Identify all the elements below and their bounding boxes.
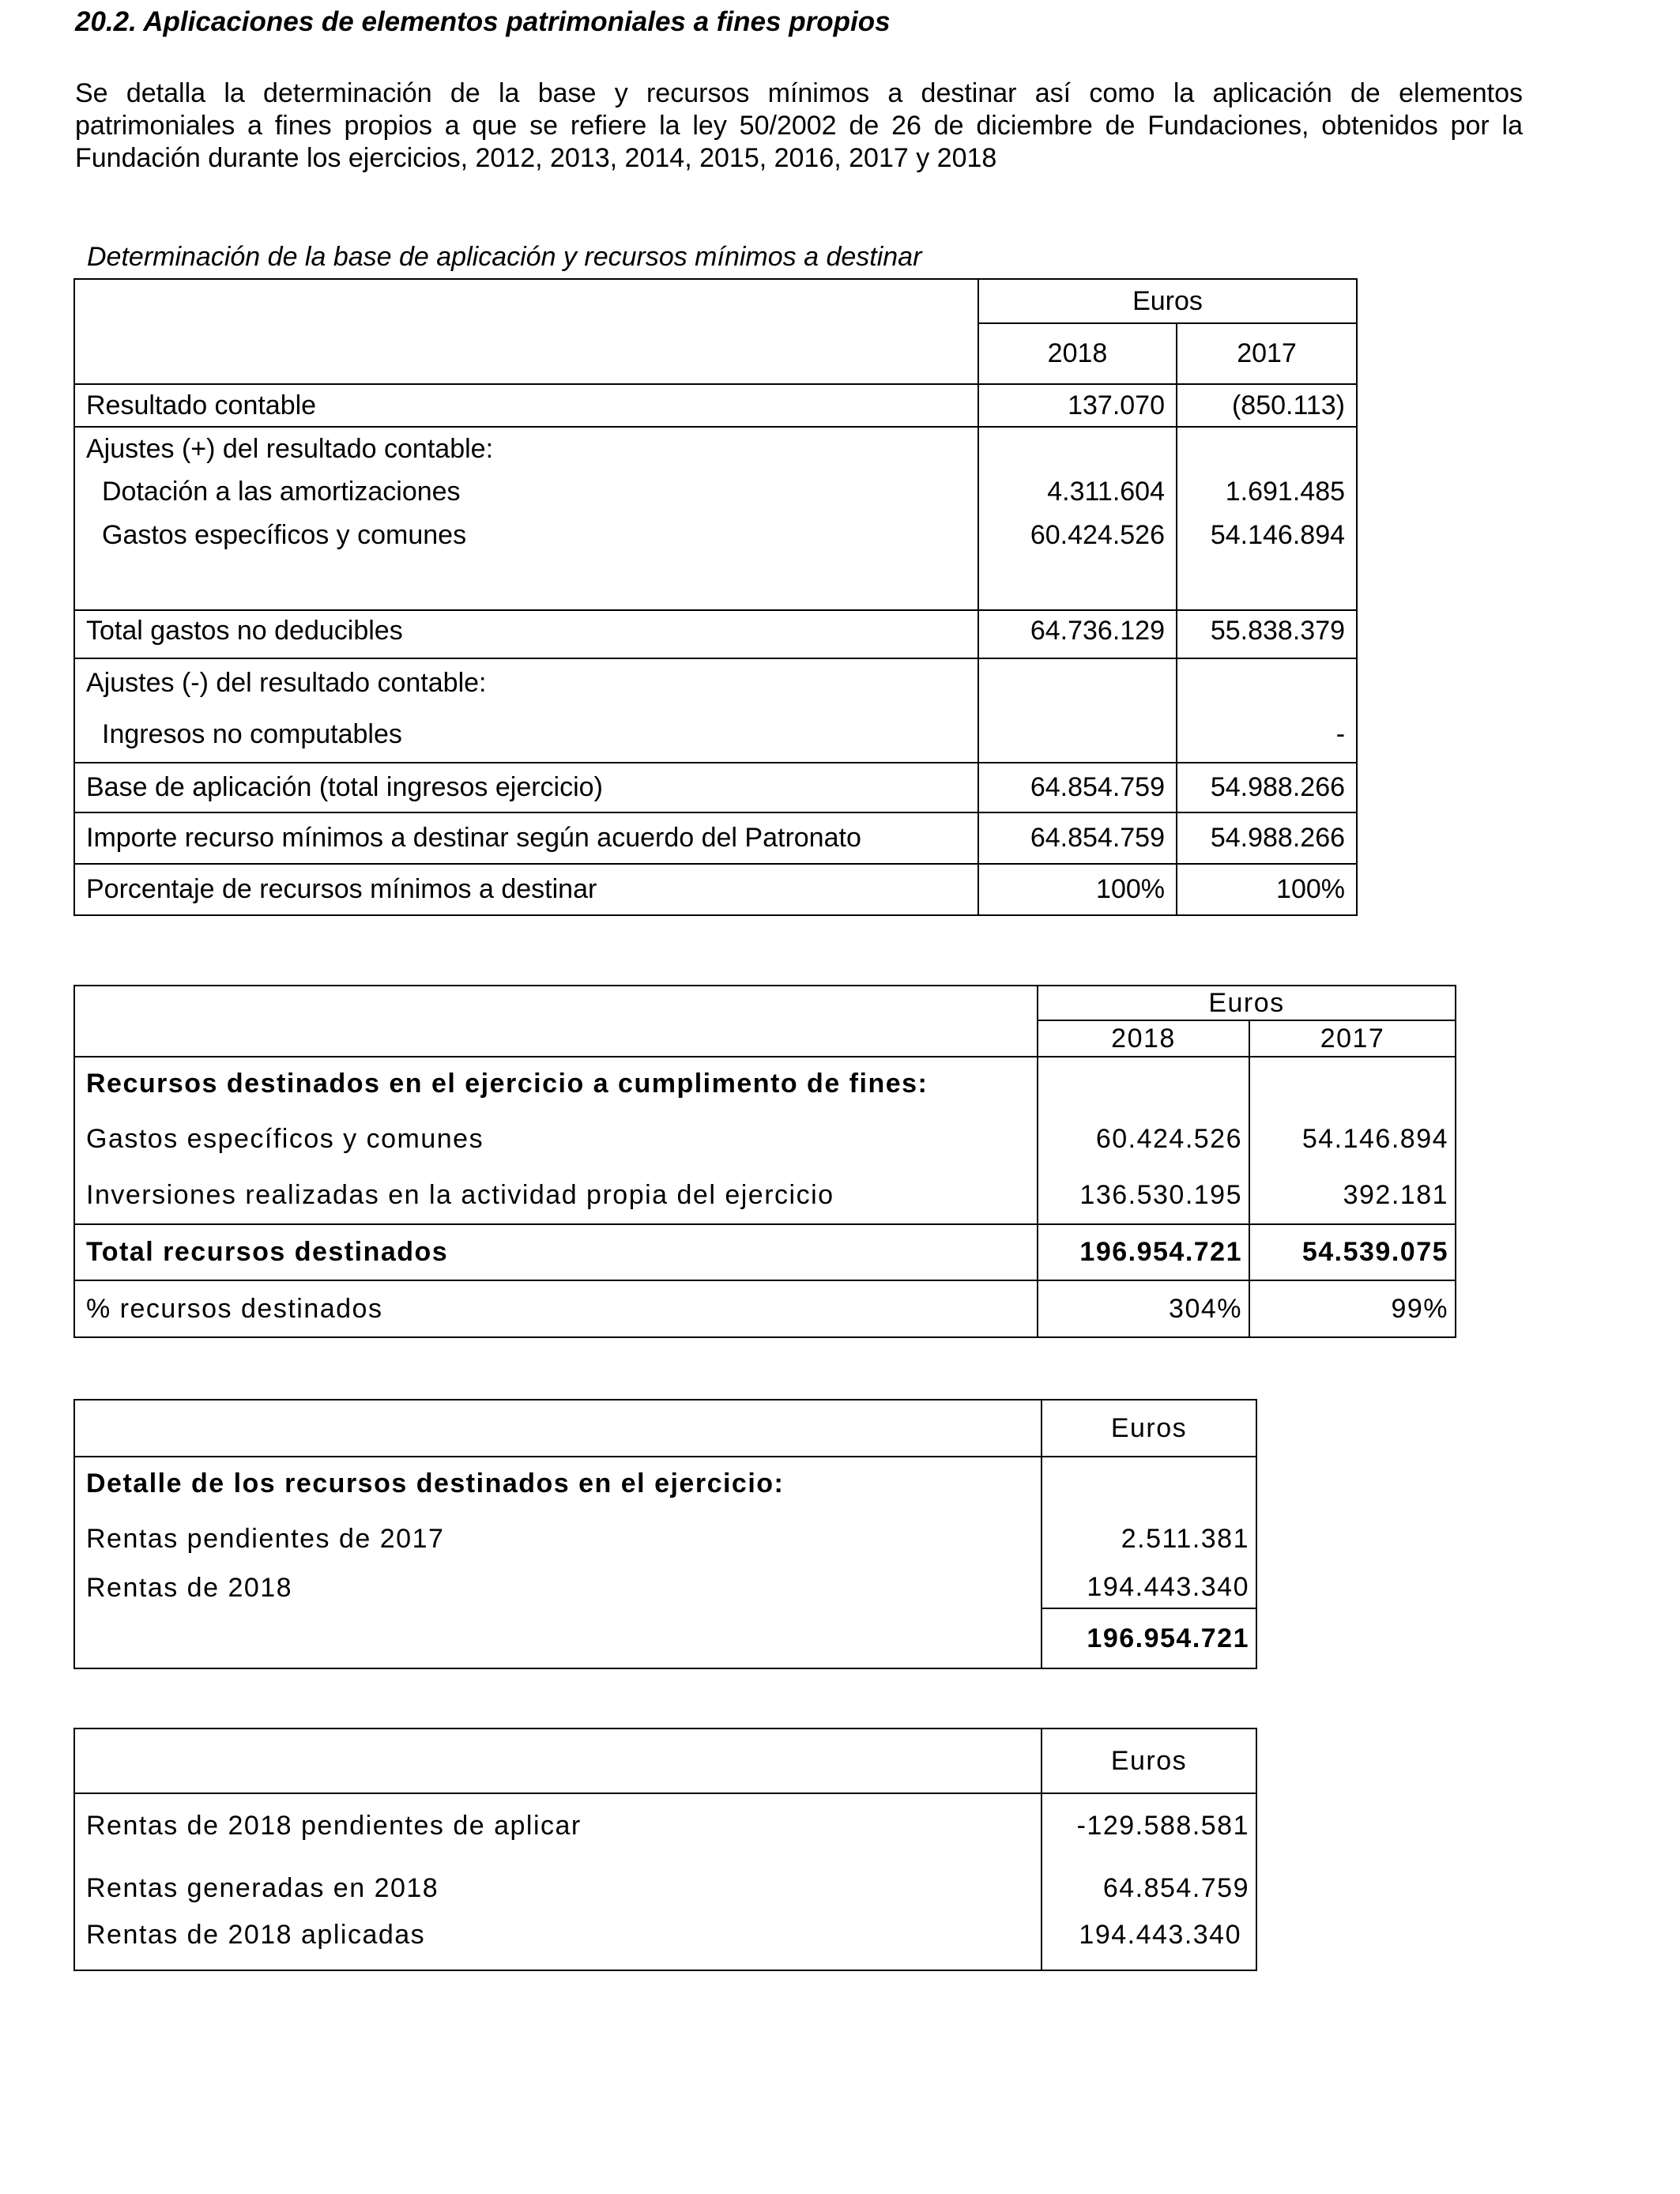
table1-caption: Determinación de la base de aplicación y recursos mínimos a destinar [87,242,922,272]
detalle-recursos-table [73,1399,1257,1669]
rentas-2018-table [73,1728,1257,1971]
cell-value: 54.988.266 [1210,823,1346,853]
cell-value: 64.736.129 [978,610,1177,658]
total-value: 196.954.721 [1087,1623,1249,1653]
cell-value: 55.838.379 [1210,616,1346,646]
section-heading: 20.2. Aplicaciones de elementos patrimoniales a fines propios [75,6,891,37]
currency-header: Euros [1110,1412,1188,1443]
row-label: Ajustes (-) del resultado contable: [74,658,978,707]
cell-value: 54.146.894 [1301,1123,1449,1154]
year-header: 2018 [978,323,1177,384]
cell-value: 64.854.759 [1102,1872,1249,1903]
cell-value: 4.311.604 [978,471,1177,512]
row-label: Resultado contable [74,384,978,427]
year-header: 2018 [1038,1020,1249,1057]
intro-line: patrimoniales a fines propios a que se refiere la ley 50/2002 de 26 de diciembre de Fundaciones, obtenidos por la [75,111,1523,141]
currency-header: Euros [1110,1745,1188,1776]
row-label: Base de aplicación (total ingresos ejercicio) [74,763,978,812]
cell-value: 304% [1038,1280,1249,1337]
row-label: Gastos específicos y comunes [74,1110,1038,1167]
row-label: Total recursos destinados [74,1224,1038,1280]
row-label: Dotación a las amortizaciones [74,471,978,512]
cell-value: 392.181 [1343,1180,1449,1210]
cell-value: 99% [1391,1293,1449,1324]
cell-value: 60.424.526 [1038,1110,1249,1167]
row-label: Rentas de 2018 [74,1567,1042,1608]
cell-value: 1.691.485 [1225,476,1346,507]
section-title: Detalle de los recursos destinados en el ejercicio: [74,1457,1042,1510]
base-aplicacion-table [73,278,1358,916]
intro-line: Se detalla la determinación de la base y recursos mínimos a destinar así como la aplicación de elementos [75,78,1523,108]
cell-value: - [1335,719,1346,749]
cell-value: 54.988.266 [1210,772,1346,802]
cell-value: 194.443.340 [1079,1920,1241,1950]
row-label: Rentas de 2018 aplicadas [74,1918,1042,1970]
intro-paragraph [75,77,1523,175]
cell-value: 60.424.526 [978,512,1177,564]
cell-value: 100% [1276,874,1346,904]
row-label: Rentas de 2018 pendientes de aplicar [74,1793,1042,1858]
cell-value: 64.854.759 [978,812,1177,864]
cell-value: 136.530.195 [1038,1167,1249,1224]
row-label: Inversiones realizadas en la actividad propia del ejercicio [74,1167,1038,1224]
currency-header: Euros [978,279,1357,323]
year-header: 2017 [1320,1023,1385,1054]
row-label: Ajustes (+) del resultado contable: [74,427,978,471]
row-label: Ingresos no computables [74,707,978,763]
row-label: Importe recurso mínimos a destinar según acuerdo del Patronato [74,812,978,864]
row-label: Porcentaje de recursos mínimos a destinar [74,864,978,915]
intro-line: Fundación durante los ejercicios, 2012, 2013, 2014, 2015, 2016, 2017 y 2018 [75,143,997,173]
row-label: Total gastos no deducibles [74,610,978,658]
cell-value: -129.588.581 [1076,1811,1249,1841]
cell-value: 100% [978,864,1177,915]
cell-value: (850.113) [1231,390,1346,420]
row-label: Rentas pendientes de 2017 [74,1510,1042,1567]
cell-value: 2.511.381 [1121,1523,1249,1554]
section-title: Recursos destinados en el ejercicio a cumplimento de fines: [74,1057,1038,1110]
cell-value [978,707,1177,763]
year-header: 2017 [1237,338,1297,368]
cell-value: 54.146.894 [1210,520,1346,550]
cell-value: 194.443.340 [1042,1567,1256,1608]
cell-value: 54.539.075 [1301,1237,1449,1267]
recursos-destinados-table [73,985,1456,1338]
row-label: % recursos destinados [74,1280,1038,1337]
row-label: Gastos específicos y comunes [74,512,978,564]
row-label: Rentas generadas en 2018 [74,1858,1042,1918]
currency-header: Euros [1038,986,1456,1020]
cell-value: 137.070 [978,384,1177,427]
cell-value: 196.954.721 [1038,1224,1249,1280]
cell-value: 64.854.759 [978,763,1177,812]
